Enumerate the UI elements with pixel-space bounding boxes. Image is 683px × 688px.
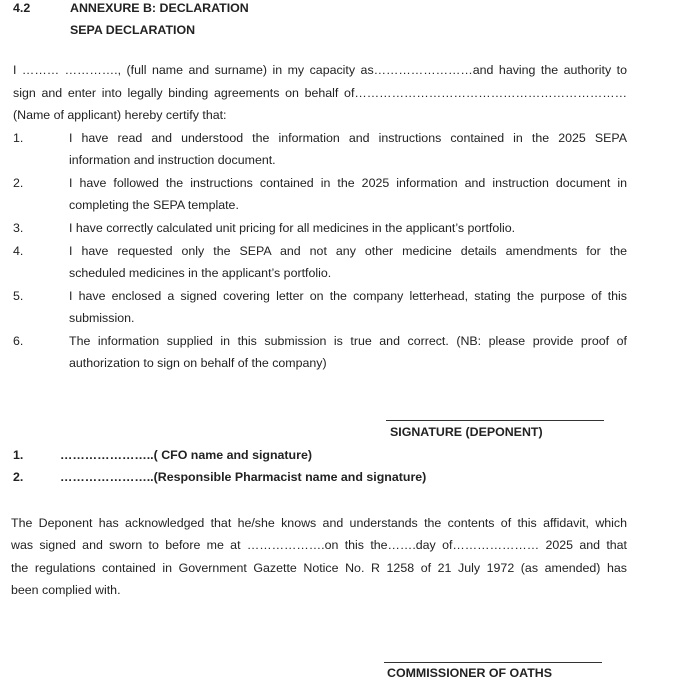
item-text-line: information and instruction document. — [69, 153, 276, 167]
intro-line-2: sign and enter into legally binding agreements on behalf of………………………………………………………… — [13, 86, 627, 100]
item-number: 6. — [13, 334, 24, 348]
annexure-title: ANNEXURE B: DECLARATION — [70, 1, 249, 15]
signatory-number: 2. — [13, 470, 24, 484]
item-text-line: authorization to sign on behalf of the company) — [69, 356, 327, 370]
acknowledgement-line-2: was signed and sworn to before me at ……………….on this the…….day of………………… 2025 and that — [11, 538, 627, 552]
intro-line-3: (Name of applicant) hereby certify that: — [13, 108, 227, 122]
item-text-line: I have read and understood the information and instructions contained in the 2025 SEPA — [69, 131, 627, 145]
item-number: 1. — [13, 131, 24, 145]
section-number: 4.2 — [13, 1, 31, 15]
item-text-line: I have correctly calculated unit pricing for all medicines in the applicant’s portfolio. — [69, 221, 516, 235]
item-text-line: The information supplied in this submission is true and correct. (NB: please provide proof of — [69, 334, 627, 348]
cfo-signature-field: …………………..( CFO name and signature) — [60, 448, 312, 462]
commissioner-signature-line — [384, 662, 602, 663]
commissioner-signature-label: COMMISSIONER OF OATHS — [387, 666, 552, 680]
item-text-line: I have followed the instructions contained in the 2025 information and instruction document in — [69, 176, 627, 190]
item-text-line: I have enclosed a signed covering letter on the company letterhead, stating the purpose of this — [69, 289, 627, 303]
item-text-line: submission. — [69, 311, 135, 325]
declaration-subtitle: SEPA DECLARATION — [70, 23, 196, 37]
intro-line-1: I ……… …………., (full name and surname) in my capacity as……………………and having the authority to — [13, 63, 627, 77]
acknowledgement-line-1: The Deponent has acknowledged that he/she knows and understands the contents of this affidavit, which — [11, 516, 627, 530]
deponent-signature-line — [386, 420, 604, 421]
deponent-signature-label: SIGNATURE (DEPONENT) — [390, 425, 543, 439]
item-number: 2. — [13, 176, 24, 190]
acknowledgement-line-3: the regulations contained in Government Gazette Notice No. R 1258 of 21 July 1972 (as amended) has — [11, 561, 627, 575]
item-text-line: scheduled medicines in the applicant’s portfolio. — [69, 266, 332, 280]
item-text-line: I have requested only the SEPA and not any other medicine details amendments for the — [69, 244, 627, 258]
pharmacist-signature-field: …………………..(Responsible Pharmacist name and signature) — [60, 470, 427, 484]
item-number: 3. — [13, 221, 24, 235]
item-number: 4. — [13, 244, 24, 258]
item-number: 5. — [13, 289, 24, 303]
signatory-number: 1. — [13, 448, 24, 462]
item-text-line: completing the SEPA template. — [69, 198, 239, 212]
acknowledgement-line-4: been complied with. — [11, 583, 121, 597]
